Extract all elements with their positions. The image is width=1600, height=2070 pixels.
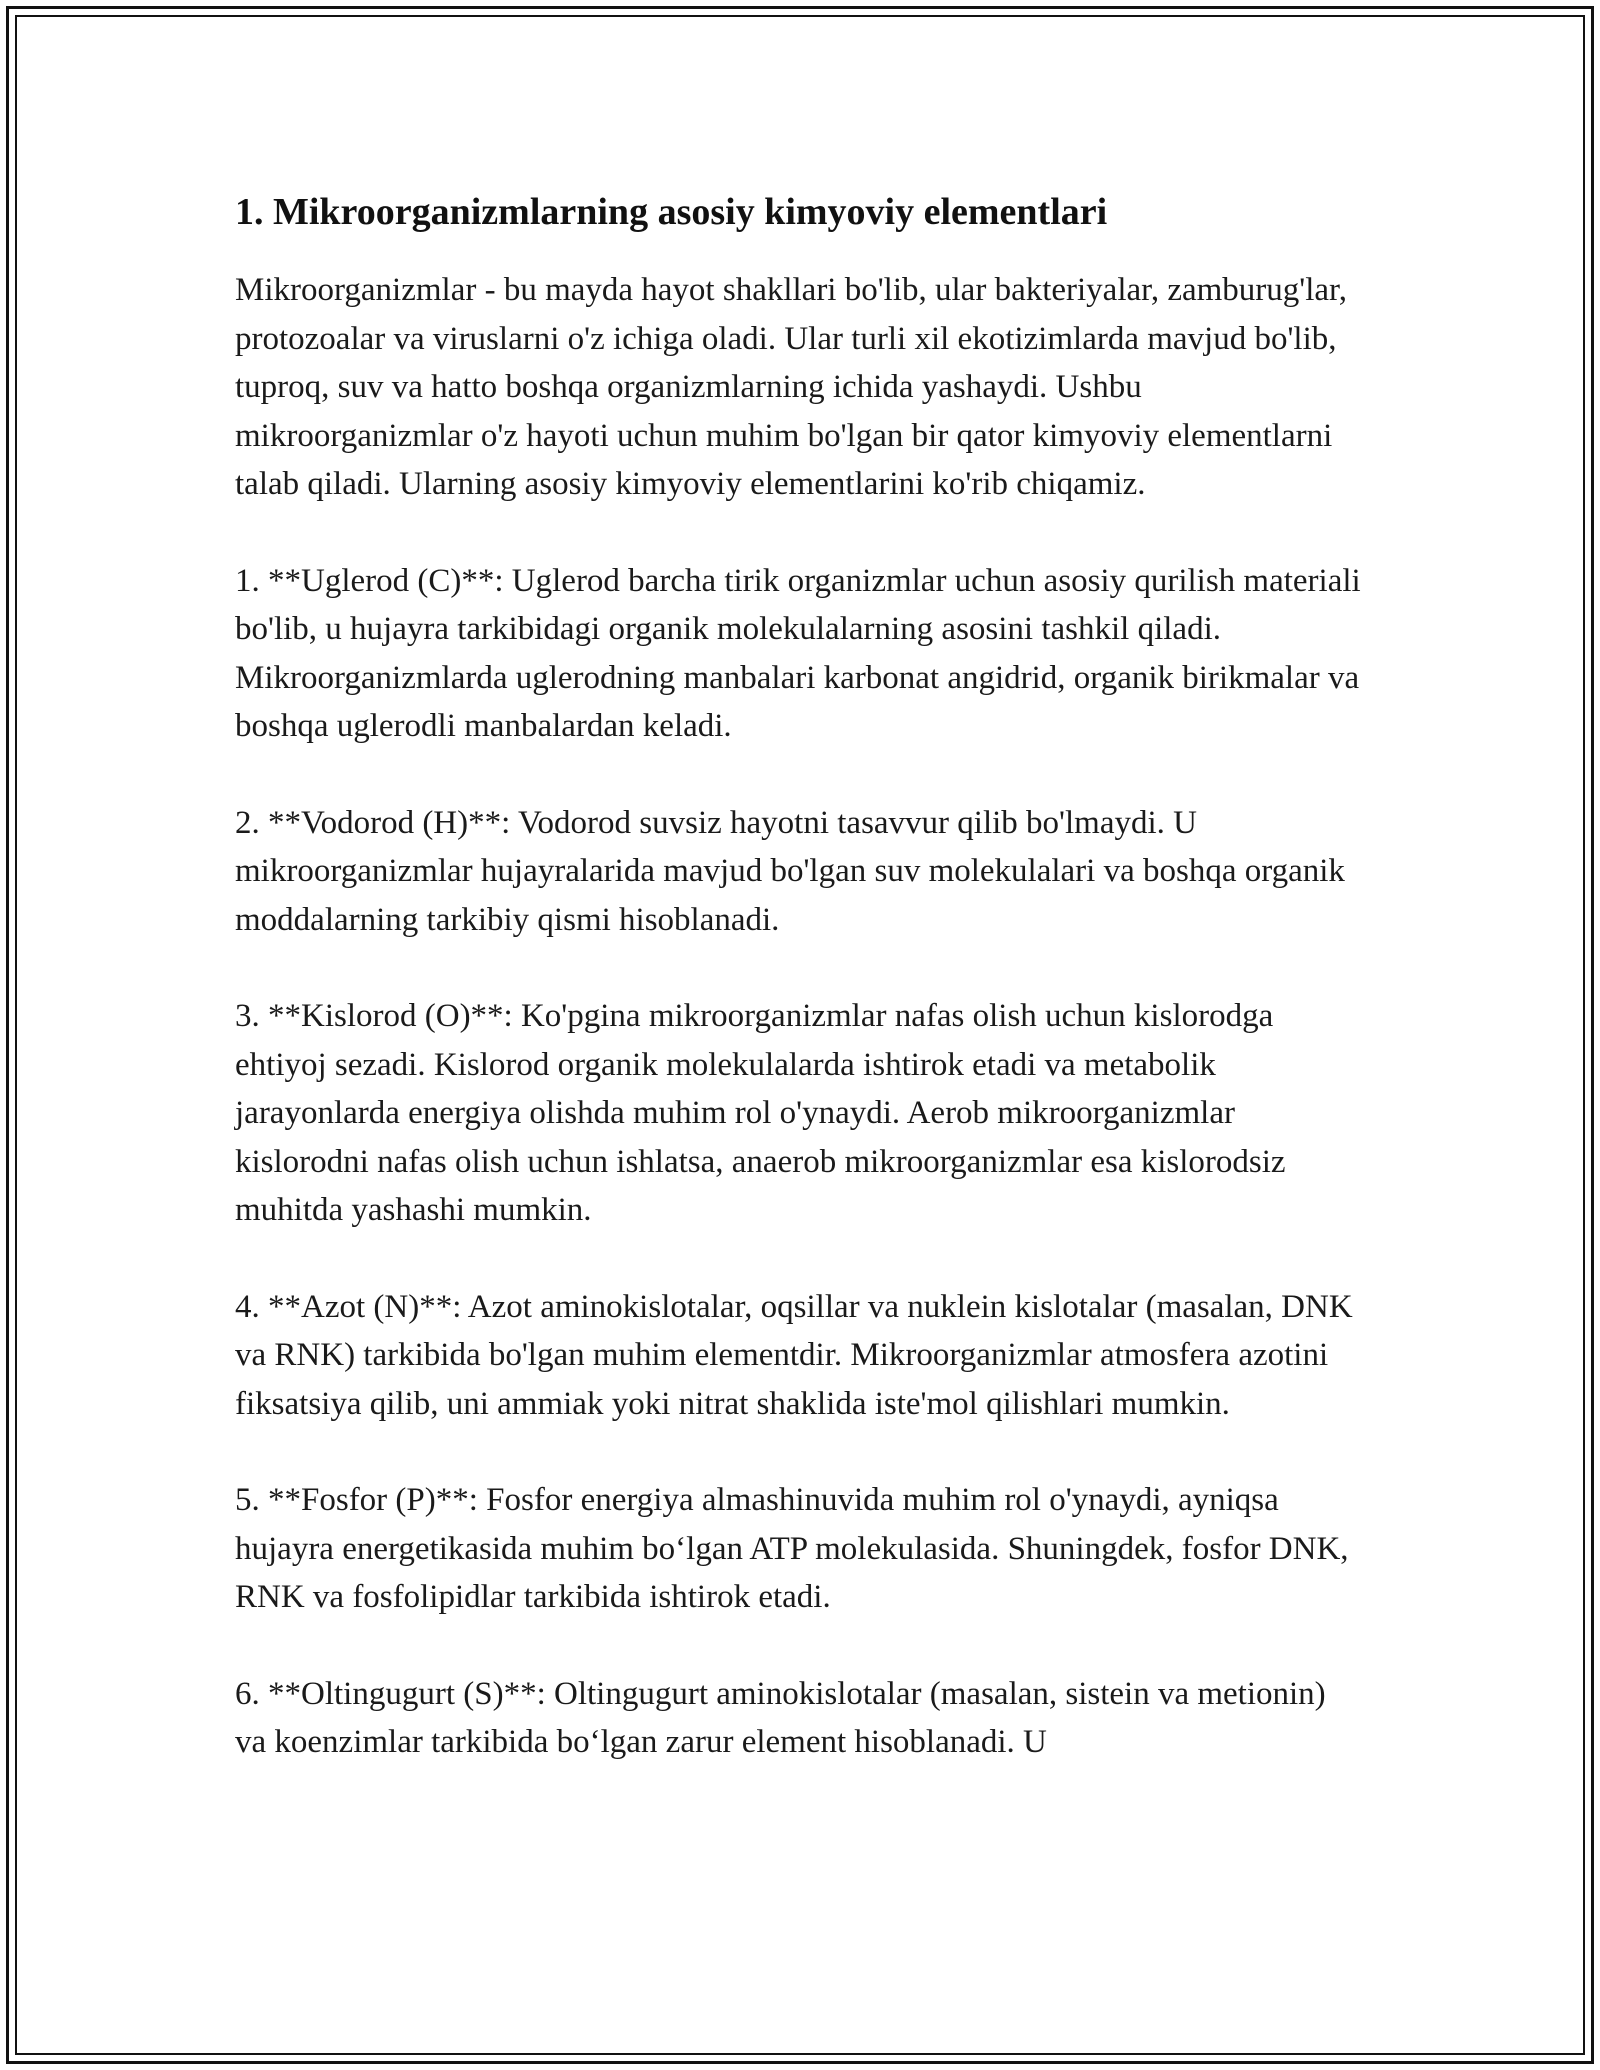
paragraph-intro: Mikroorganizmlar - bu mayda hayot shakllari bo'lib, ular bakteriyalar, zamburug'lar, protozoalar va viruslarni o'z ichiga oladi. Ular turli xil ekotizimlarda mavjud bo'lib, tuproq, suv va hatto boshqa organizmlarning ichida yashaydi. Ushbu mikroorganizmlar o'z hayoti uchun muhim bo'lgan bir qator kimyoviy elementlarni talab qiladi. Ularning asosiy kimyoviy elementlarini ko'rib chiqamiz. [235, 272, 1347, 502]
paragraph-uglerod: 1. **Uglerod (C)**: Uglerod barcha tirik organizmlar uchun asosiy qurilish materiali bo'lib, u hujayra tarkibidagi organik molekulalarning asosini tashkil qiladi. Mikroorganizmlarda uglerodning manbalari karbonat angidrid, organik birikmalar va boshqa uglerodli manbalardan keladi. [235, 562, 1361, 744]
paragraph-azot: 4. **Azot (N)**: Azot aminokislotalar, oqsillar va nuklein kislotalar (masalan, DNK va RNK) tarkibida bo'lgan muhim elementdir. Mikroorganizmlar atmosfera azotini fiksatsiya qilib, uni ammiak yoki nitrat shaklida iste'mol qilishlari mumkin. [235, 1288, 1353, 1422]
document-body [235, 186, 1365, 1815]
paragraph-oltingugurt: 6. **Oltingugurt (S)**: Oltingugurt aminokislotalar (masalan, sistein va metionin) va koenzimlar tarkibida bo‘lgan zarur element hisoblanadi. U [235, 1675, 1326, 1760]
paragraph-fosfor: 5. **Fosfor (P)**: Fosfor energiya almashinuvida muhim rol o'ynaydi, ayniqsa hujayra energetikasida muhim bo‘lgan ATP molekulasida. Shuningdek, fosfor DNK, RNK va fosfolipidlar tarkibida ishtirok etadi. [235, 1482, 1349, 1615]
section-title: 1. Mikroorganizmlarning asosiy kimyoviy elementlari [235, 191, 1108, 233]
paragraph-vodorod: 2. **Vodorod (H)**: Vodorod suvsiz hayotni tasavvur qilib bo'lmaydi. U mikroorganizmlar hujayralarida mavjud bo'lgan suv molekulalari va boshqa organik moddalarning tarkibiy qismi hisoblanadi. [235, 804, 1345, 938]
paragraph-kislorod: 3. **Kislorod (O)**: Ko'pgina mikroorganizmlar nafas olish uchun kislorodga ehtiyoj sezadi. Kislorod organik molekulalarda ishtirok etadi va metabolik jarayonlarda energiya olishda muhim rol o'ynaydi. Aerob mikroorganizmlar kislorodni nafas olish uchun ishlatsa, anaerob mikroorganizmlar esa kislorodsiz muhitda yashashi mumkin. [235, 998, 1286, 1228]
